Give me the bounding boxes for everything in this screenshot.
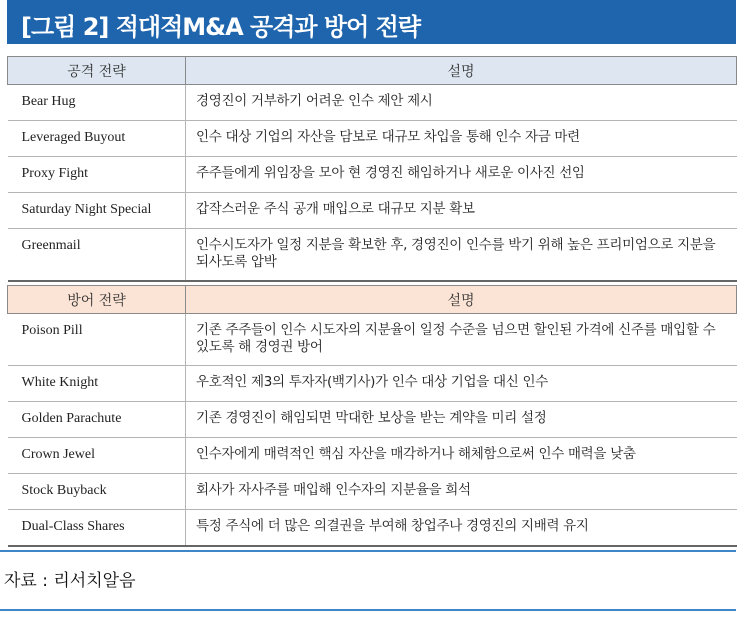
table-row xyxy=(8,121,737,157)
strategy-name: Saturday Night Special xyxy=(8,193,186,229)
strategy-name: Golden Parachute xyxy=(8,402,186,438)
strategy-description: 경영진이 거부하기 어려운 인수 제안 제시 xyxy=(186,85,737,121)
strategy-name: Proxy Fight xyxy=(8,157,186,193)
table-row xyxy=(8,85,737,121)
strategy-description: 회사가 자사주를 매입해 인수자의 지분율을 희석 xyxy=(186,474,737,510)
table-row xyxy=(8,366,737,402)
strategy-description: 기존 경영진이 해임되면 막대한 보상을 받는 계약을 미리 설정 xyxy=(186,402,737,438)
strategy-name: Leveraged Buyout xyxy=(8,121,186,157)
strategy-description: 기존 주주들이 인수 시도자의 지분율이 일정 수준을 넘으면 할인된 가격에 신주를 매입할 수 있도록 해 경영권 방어 xyxy=(186,314,737,366)
strategy-name: Poison Pill xyxy=(8,314,186,366)
table-row xyxy=(8,229,737,281)
source-bottom-rule xyxy=(0,609,736,611)
table-row xyxy=(8,474,737,510)
table-row xyxy=(8,193,737,229)
strategy-name: Greenmail xyxy=(8,229,186,281)
strategy-description: 우호적인 제3의 투자자(백기사)가 인수 대상 기업을 대신 인수 xyxy=(186,366,737,402)
figure-title: [그림 2] 적대적M&A 공격과 방어 전략 xyxy=(21,13,421,41)
table-row xyxy=(8,438,737,474)
header-description: 설명 xyxy=(186,286,737,314)
strategy-name: Stock Buyback xyxy=(8,474,186,510)
table-row xyxy=(8,402,737,438)
defense-strategy-table xyxy=(7,285,737,547)
strategy-name: Bear Hug xyxy=(8,85,186,121)
strategy-description: 특정 주식에 더 많은 의결권을 부여해 창업주나 경영진의 지배력 유지 xyxy=(186,510,737,546)
source-top-rule xyxy=(0,550,736,552)
header-description: 설명 xyxy=(186,57,737,85)
header-strategy: 공격 전략 xyxy=(8,57,186,85)
strategy-description: 인수 대상 기업의 자산을 담보로 대규모 차입을 통해 인수 자금 마련 xyxy=(186,121,737,157)
figure-title-bar xyxy=(7,0,736,44)
strategy-name: White Knight xyxy=(8,366,186,402)
table-header-row xyxy=(8,286,737,314)
table-row xyxy=(8,510,737,546)
table-row xyxy=(8,314,737,366)
table-header-row xyxy=(8,57,737,85)
strategy-description: 갑작스러운 주식 공개 매입으로 대규모 지분 확보 xyxy=(186,193,737,229)
strategy-description: 주주들에게 위임장을 모아 현 경영진 해임하거나 새로운 이사진 선임 xyxy=(186,157,737,193)
strategy-description: 인수자에게 매력적인 핵심 자산을 매각하거나 해체함으로써 인수 매력을 낮춤 xyxy=(186,438,737,474)
strategy-name: Crown Jewel xyxy=(8,438,186,474)
header-strategy: 방어 전략 xyxy=(8,286,186,314)
strategy-description: 인수시도자가 일정 지분을 확보한 후, 경영진이 인수를 박기 위해 높은 프리미엄으로 지분을 되사도록 압박 xyxy=(186,229,737,281)
table-row xyxy=(8,157,737,193)
attack-strategy-table xyxy=(7,56,737,282)
source-note: 자료 : 리서치알음 xyxy=(4,571,136,591)
strategy-name: Dual-Class Shares xyxy=(8,510,186,546)
